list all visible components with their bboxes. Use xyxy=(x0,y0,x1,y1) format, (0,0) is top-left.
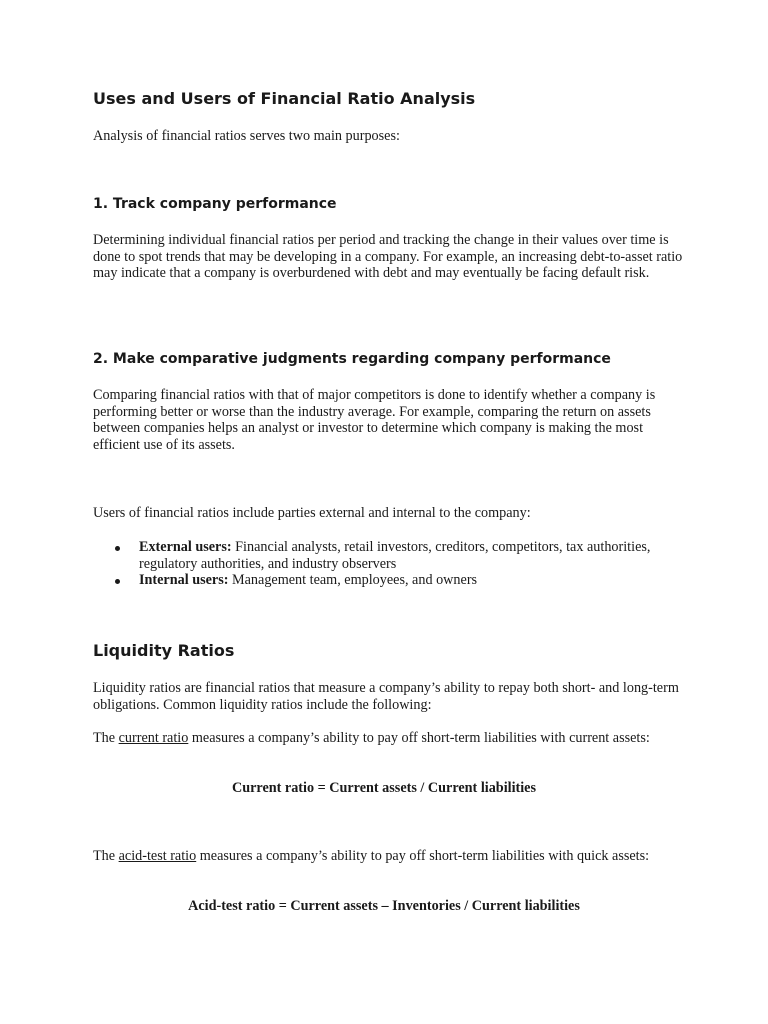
purpose-2-body: Comparing financial ratios with that of major competitors is done to identify whether a company is performing better or worse than the industry average. For example, comparing the return on assets between companies helps an analyst or investor to determine which company is making the most efficient use of its assets. xyxy=(93,387,656,454)
purpose-2-heading: 2. Make comparative judgments regarding company performance xyxy=(93,351,611,367)
users-list xyxy=(93,539,683,589)
external-users-label: External users: xyxy=(139,539,232,555)
acid-test-suffix: measures a company’s ability to pay off short-term liabilities with quick assets: xyxy=(196,848,650,864)
purpose-1-body-block xyxy=(93,232,683,282)
acid-test-formula: Acid-test ratio = Current assets – Inventories / Current liabilities xyxy=(188,898,580,914)
acid-test-paragraph-block xyxy=(93,848,683,865)
acid-test-link[interactable]: acid-test ratio xyxy=(118,848,197,864)
purpose-2-body-block xyxy=(93,387,683,454)
users-list-block xyxy=(93,539,683,589)
section-title-block xyxy=(93,88,683,110)
external-users-text: Financial analysts, retail investors, creditors, competitors, tax authorities, regulatory authorities, and industry observers xyxy=(139,539,651,572)
list-item-external-users xyxy=(93,539,683,572)
purpose-1-body: Determining individual financial ratios per period and tracking the change in their values over time is done to spot trends that may be developing in a company. For example, an increasing debt-to-asset ratio may indicate that a company is overburdened with debt and may eventually be facing default risk. xyxy=(93,232,683,282)
internal-users-text: Management team, employees, and owners xyxy=(228,572,478,589)
current-ratio-formula: Current ratio = Current assets / Current liabilities xyxy=(231,780,537,796)
liquidity-heading-block xyxy=(93,640,683,662)
users-intro: Users of financial ratios include parties external and internal to the company: xyxy=(93,505,531,521)
current-ratio-link[interactable]: current ratio xyxy=(118,730,189,746)
liquidity-intro-block xyxy=(93,680,683,713)
bullet-icon xyxy=(115,579,120,584)
internal-users-label: Internal users: xyxy=(139,572,229,589)
acid-test-paragraph xyxy=(93,848,683,865)
purpose-1-heading-block xyxy=(93,194,683,214)
bullet-icon xyxy=(115,546,120,551)
users-intro-block xyxy=(93,505,683,522)
current-ratio-paragraph xyxy=(93,730,683,747)
current-ratio-prefix: The xyxy=(93,730,119,746)
current-ratio-suffix: measures a company’s ability to pay off short-term liabilities with current assets: xyxy=(188,730,650,746)
list-item-internal-users xyxy=(93,572,683,589)
liquidity-heading: Liquidity Ratios xyxy=(93,641,235,660)
purpose-1-heading: 1. Track company performance xyxy=(93,196,337,212)
liquidity-intro: Liquidity ratios are financial ratios that measure a company’s ability to repay both short- and long-term obligations. Common liquidity ratios include the following: xyxy=(93,680,679,713)
purpose-2-heading-block xyxy=(93,349,683,369)
acid-test-prefix: The xyxy=(93,848,119,864)
page-title: Uses and Users of Financial Ratio Analysis xyxy=(93,89,476,108)
intro-paragraph: Analysis of financial ratios serves two main purposes: xyxy=(93,128,400,144)
intro-paragraph-block xyxy=(93,128,683,145)
current-ratio-paragraph-block xyxy=(93,730,683,747)
